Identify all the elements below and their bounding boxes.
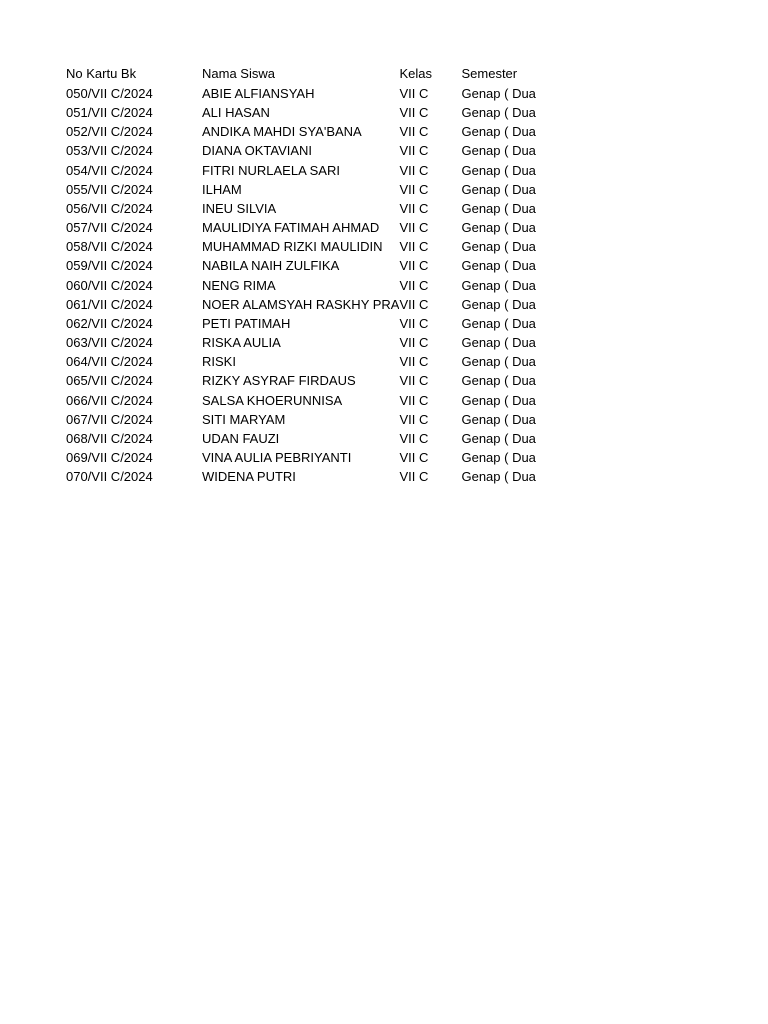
no-kartu-cell: 070/VII C/2024 xyxy=(66,469,153,485)
table-row xyxy=(66,314,551,333)
nama-siswa-cell: ANDIKA MAHDI SYA'BANA xyxy=(202,124,362,140)
header-no-kartu: No Kartu Bk xyxy=(66,66,137,81)
semester-cell: Genap ( Dua xyxy=(461,392,536,408)
no-kartu-cell: 062/VII C/2024 xyxy=(66,315,153,331)
table-row xyxy=(66,161,551,180)
semester-cell: Genap ( Dua xyxy=(461,86,536,101)
kelas-cell: VII C xyxy=(399,373,429,389)
nama-siswa-cell: WIDENA PUTRI xyxy=(202,469,296,485)
header-semester: Semester xyxy=(461,66,518,81)
table-row xyxy=(66,103,551,122)
nama-siswa-cell: RIZKY ASYRAF FIRDAUS xyxy=(202,373,356,389)
semester-cell: Genap ( Dua xyxy=(461,315,536,331)
student-sheet xyxy=(66,64,551,486)
nama-siswa-cell: ILHAM xyxy=(202,181,242,197)
semester-cell: Genap ( Dua xyxy=(461,469,536,485)
kelas-cell: VII C xyxy=(399,239,429,255)
semester-cell: Genap ( Dua xyxy=(461,258,536,274)
kelas-cell: VII C xyxy=(399,143,429,159)
no-kartu-cell: 057/VII C/2024 xyxy=(66,220,153,236)
semester-cell: Genap ( Dua xyxy=(461,277,536,293)
kelas-cell: VII C xyxy=(399,86,429,101)
table-row xyxy=(66,122,551,141)
kelas-cell: VII C xyxy=(399,335,429,351)
no-kartu-cell: 065/VII C/2024 xyxy=(66,373,153,389)
header-kelas: Kelas xyxy=(399,66,433,81)
kelas-cell: VII C xyxy=(399,296,429,312)
table-row xyxy=(66,448,551,467)
no-kartu-cell: 068/VII C/2024 xyxy=(66,430,153,446)
no-kartu-cell: 059/VII C/2024 xyxy=(66,258,153,274)
semester-cell: Genap ( Dua xyxy=(461,239,536,255)
no-kartu-cell: 058/VII C/2024 xyxy=(66,239,153,255)
kelas-cell: VII C xyxy=(399,430,429,446)
table-row xyxy=(66,237,551,256)
no-kartu-cell: 054/VII C/2024 xyxy=(66,162,153,178)
no-kartu-cell: 056/VII C/2024 xyxy=(66,200,153,216)
nama-siswa-cell: SALSA KHOERUNNISA xyxy=(202,392,343,408)
semester-cell: Genap ( Dua xyxy=(461,105,536,121)
table-row xyxy=(66,410,551,429)
nama-siswa-cell: RISKI xyxy=(202,354,236,370)
no-kartu-cell: 064/VII C/2024 xyxy=(66,354,153,370)
nama-siswa-cell: ABIE ALFIANSYAH xyxy=(202,86,315,101)
semester-cell: Genap ( Dua xyxy=(461,335,536,351)
header-nama-siswa: Nama Siswa xyxy=(202,66,275,81)
no-kartu-cell: 063/VII C/2024 xyxy=(66,335,153,351)
semester-cell: Genap ( Dua xyxy=(461,373,536,389)
table-body xyxy=(66,64,551,486)
table-row xyxy=(66,218,551,237)
no-kartu-cell: 055/VII C/2024 xyxy=(66,181,153,197)
student-table xyxy=(66,64,551,486)
kelas-cell: VII C xyxy=(399,315,429,331)
nama-siswa-cell: DIANA OKTAVIANI xyxy=(202,143,313,159)
semester-cell: Genap ( Dua xyxy=(461,162,536,178)
kelas-cell: VII C xyxy=(399,469,429,485)
kelas-cell: VII C xyxy=(399,411,429,427)
no-kartu-cell: 051/VII C/2024 xyxy=(66,105,153,121)
semester-cell: Genap ( Dua xyxy=(461,124,536,140)
semester-cell: Genap ( Dua xyxy=(461,143,536,159)
table-row xyxy=(66,84,551,103)
semester-cell: Genap ( Dua xyxy=(461,296,536,312)
nama-siswa-cell: MAULIDIYA FATIMAH AHMAD xyxy=(202,220,380,236)
kelas-cell: VII C xyxy=(399,220,429,236)
no-kartu-cell: 069/VII C/2024 xyxy=(66,449,153,465)
nama-siswa-cell: MUHAMMAD RIZKI MAULIDIN xyxy=(202,239,383,255)
no-kartu-cell: 067/VII C/2024 xyxy=(66,411,153,427)
semester-cell: Genap ( Dua xyxy=(461,220,536,236)
nama-siswa-cell: INEU SILVIA xyxy=(202,200,277,216)
no-kartu-cell: 061/VII C/2024 xyxy=(66,296,153,312)
kelas-cell: VII C xyxy=(399,181,429,197)
table-row xyxy=(66,276,551,295)
kelas-cell: VII C xyxy=(399,449,429,465)
header-row xyxy=(66,64,551,84)
nama-siswa-cell: ALI HASAN xyxy=(202,105,270,121)
table-row xyxy=(66,141,551,160)
nama-siswa-cell: VINA AULIA PEBRIYANTI xyxy=(202,449,352,465)
no-kartu-cell: 050/VII C/2024 xyxy=(66,86,153,101)
kelas-cell: VII C xyxy=(399,277,429,293)
table-row xyxy=(66,295,551,314)
kelas-cell: VII C xyxy=(399,105,429,121)
no-kartu-cell: 052/VII C/2024 xyxy=(66,124,153,140)
table-row xyxy=(66,467,551,486)
no-kartu-cell: 053/VII C/2024 xyxy=(66,143,153,159)
table-row xyxy=(66,256,551,275)
kelas-cell: VII C xyxy=(399,162,429,178)
table-row xyxy=(66,429,551,448)
semester-cell: Genap ( Dua xyxy=(461,181,536,197)
semester-cell: Genap ( Dua xyxy=(461,200,536,216)
nama-siswa-cell: SITI MARYAM xyxy=(202,411,286,427)
table-row xyxy=(66,180,551,199)
table-row xyxy=(66,199,551,218)
table-row xyxy=(66,371,551,390)
kelas-cell: VII C xyxy=(399,200,429,216)
semester-cell: Genap ( Dua xyxy=(461,430,536,446)
table-row xyxy=(66,391,551,410)
table-row xyxy=(66,333,551,352)
nama-siswa-cell: NENG RIMA xyxy=(202,277,276,293)
nama-siswa-cell: PETI PATIMAH xyxy=(202,315,291,331)
no-kartu-cell: 066/VII C/2024 xyxy=(66,392,153,408)
kelas-cell: VII C xyxy=(399,124,429,140)
kelas-cell: VII C xyxy=(399,392,429,408)
semester-cell: Genap ( Dua xyxy=(461,411,536,427)
nama-siswa-cell: RISKA AULIA xyxy=(202,335,281,351)
nama-siswa-cell: NOER ALAMSYAH RASKHY PRA xyxy=(202,296,400,312)
kelas-cell: VII C xyxy=(399,258,429,274)
nama-siswa-cell: FITRI NURLAELA SARI xyxy=(202,162,340,178)
semester-cell: Genap ( Dua xyxy=(461,449,536,465)
nama-siswa-cell: NABILA NAIH ZULFIKA xyxy=(202,258,340,274)
semester-cell: Genap ( Dua xyxy=(461,354,536,370)
nama-siswa-cell: UDAN FAUZI xyxy=(202,430,280,446)
table-row xyxy=(66,352,551,371)
no-kartu-cell: 060/VII C/2024 xyxy=(66,277,153,293)
kelas-cell: VII C xyxy=(399,354,429,370)
